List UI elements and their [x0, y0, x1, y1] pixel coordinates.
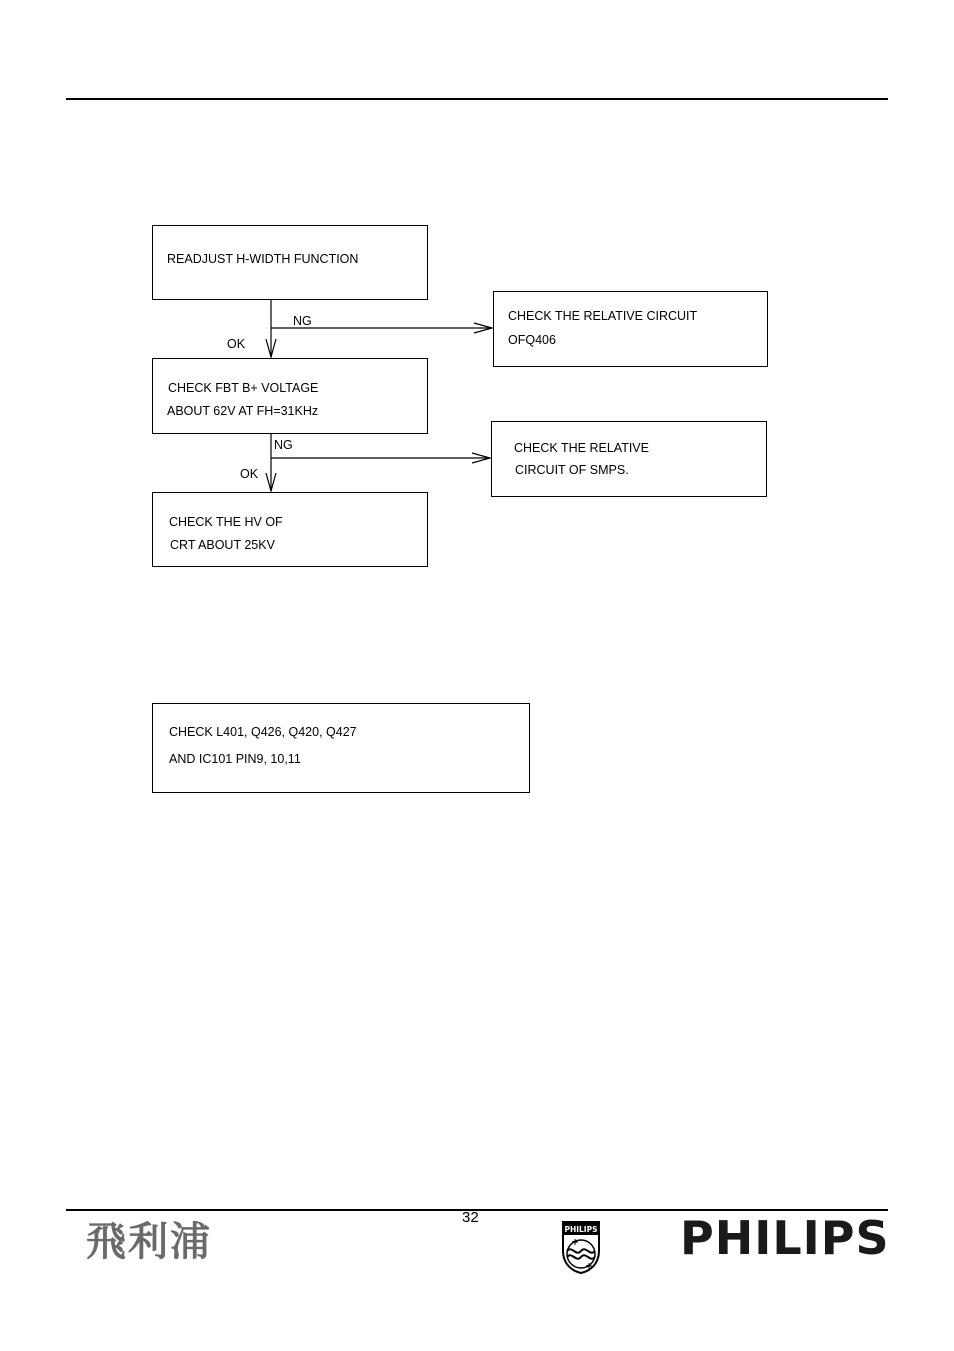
edge-label-ng-1: NG — [293, 314, 312, 328]
box-text: CRT ABOUT 25KV — [170, 538, 275, 552]
box-text: CHECK THE RELATIVE CIRCUIT — [508, 309, 698, 323]
box-text: CHECK THE HV OF — [169, 515, 283, 529]
box-fbt-voltage — [152, 358, 428, 434]
box-relative-circuit-ofq406 — [493, 291, 768, 367]
box-check-l401 — [152, 703, 530, 793]
edge-label-ok-1: OK — [227, 337, 246, 351]
philips-wordmark: PHILIPS — [680, 1211, 890, 1265]
box-hv-crt — [152, 492, 428, 567]
page-number: 32 — [462, 1209, 479, 1226]
philips-shield-icon — [560, 1219, 602, 1275]
box-text: CHECK FBT B+ VOLTAGE — [168, 381, 319, 395]
edge-label-ok-2: OK — [240, 467, 259, 481]
box-text: AND IC101 PIN9, 10,11 — [169, 752, 301, 766]
box-text: CHECK THE RELATIVE — [514, 441, 649, 455]
box-text: ABOUT 62V AT FH=31KHz — [167, 404, 319, 418]
box-smps — [491, 421, 767, 497]
box-text: CHECK L401, Q426, Q420, Q427 — [169, 725, 357, 739]
shield-text: PHILIPS — [564, 1225, 598, 1234]
box-readjust-h-width — [152, 225, 428, 300]
box-text: OFQ406 — [508, 333, 556, 347]
box-text: READJUST H-WIDTH FUNCTION — [167, 252, 359, 266]
edge-label-ng-2: NG — [274, 438, 293, 452]
box-text: CIRCUIT OF SMPS. — [515, 463, 629, 477]
chinese-brand-logo: 飛利浦 — [86, 1219, 212, 1265]
